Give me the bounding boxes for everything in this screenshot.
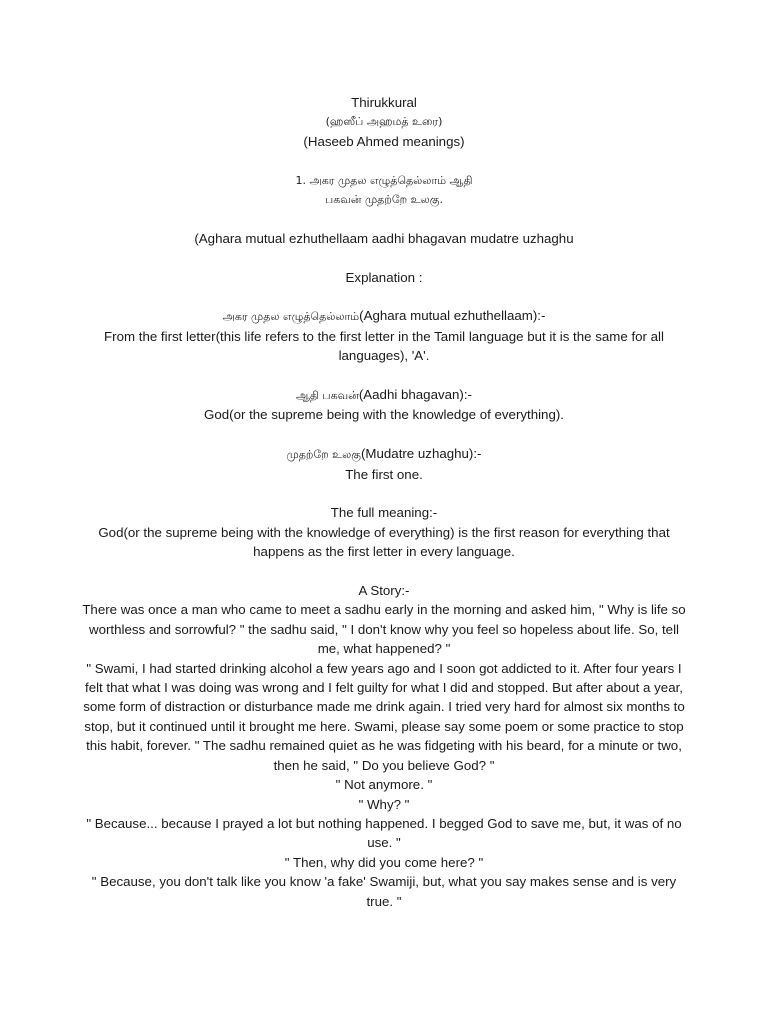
story-paragraph: " Not anymore. " <box>335 777 433 793</box>
document-body <box>82 93 686 911</box>
story-heading: A Story:- <box>358 583 410 599</box>
document-title: Thirukkural <box>351 95 417 110</box>
story-paragraph: There was once a man who came to meet a sadhu early in the morning and asked him, " Why is life so worthless and sorrowful? " the sadhu said, " I don't know why you feel so hopeless about life. So, tell me, what happened? " <box>82 602 686 657</box>
full-meaning-heading: The full meaning:- <box>330 505 438 521</box>
explanation-term <box>82 444 686 464</box>
explanation-meaning: From the first letter(this life refers to the first letter in the Tamil language but it is the same for all languages), 'A'. <box>104 328 664 364</box>
explanation-term-latin: (Aadhi bhagavan):- <box>358 387 472 403</box>
story-paragraph: " Why? " <box>358 796 410 812</box>
explanation-meaning: God(or the supreme being with the knowledge of everything). <box>204 407 564 423</box>
story-paragraph: " Because, you don't talk like you know 'a fake' Swamiji, but, what you say makes sense and is very true. " <box>91 874 677 909</box>
story-paragraph: " Swami, I had started drinking alcohol a few years ago and I soon got addicted to it. After four years I felt that what I was doing was wrong and I felt guilty for what I did and stopped. But after about a year, some form of distraction or disturbance made me drink again. I tried very hard for almost six months to stop, but it continued until it brought me here. Swami, please say some poem or some practice to stop this habit, forever. " The sadhu remained quiet as he was fidgeting with his beard, for a minute or two, then he said, " Do you believe God? " <box>83 660 685 773</box>
verse-line-1: 1. அகர முதல எழுத்தெல்லாம் ஆதி <box>295 173 473 187</box>
explanation-term-latin: (Mudatre uzhaghu):- <box>361 446 482 462</box>
explanation-heading: Explanation : <box>345 269 423 285</box>
explanation-term <box>82 385 686 405</box>
subtitle-english: (Haseeb Ahmed meanings) <box>303 133 465 149</box>
explanation-term-latin: (Aghara mutual ezhuthellaam):- <box>359 308 546 324</box>
full-meaning-text: God(or the supreme being with the knowledge of everything) is the first reason for everything that happens as the first letter in every language. <box>98 524 670 560</box>
story-paragraph: " Because... because I prayed a lot but nothing happened. I begged God to save me, but, it was of no use. " <box>86 815 682 851</box>
explanation-meaning: The first one. <box>345 466 423 482</box>
explanation-term-tamil: ஆதி பகவன் <box>296 389 359 403</box>
subtitle-tamil: (ஹஸீப் அஹமத் உரை) <box>325 115 443 129</box>
explanation-term <box>82 306 686 326</box>
verse-transliteration: (Aghara mutual ezhuthellaam aadhi bhagavan mudatre uzhaghu <box>194 230 574 246</box>
explanation-term-tamil: முதற்றே உலகு <box>286 448 361 462</box>
story-paragraph: " Then, why did you come here? " <box>284 854 484 870</box>
explanation-term-tamil: அகர முதல எழுத்தெல்லாம் <box>222 310 360 324</box>
verse-line-2: பகவன் முதற்றே உலகு. <box>325 193 443 207</box>
